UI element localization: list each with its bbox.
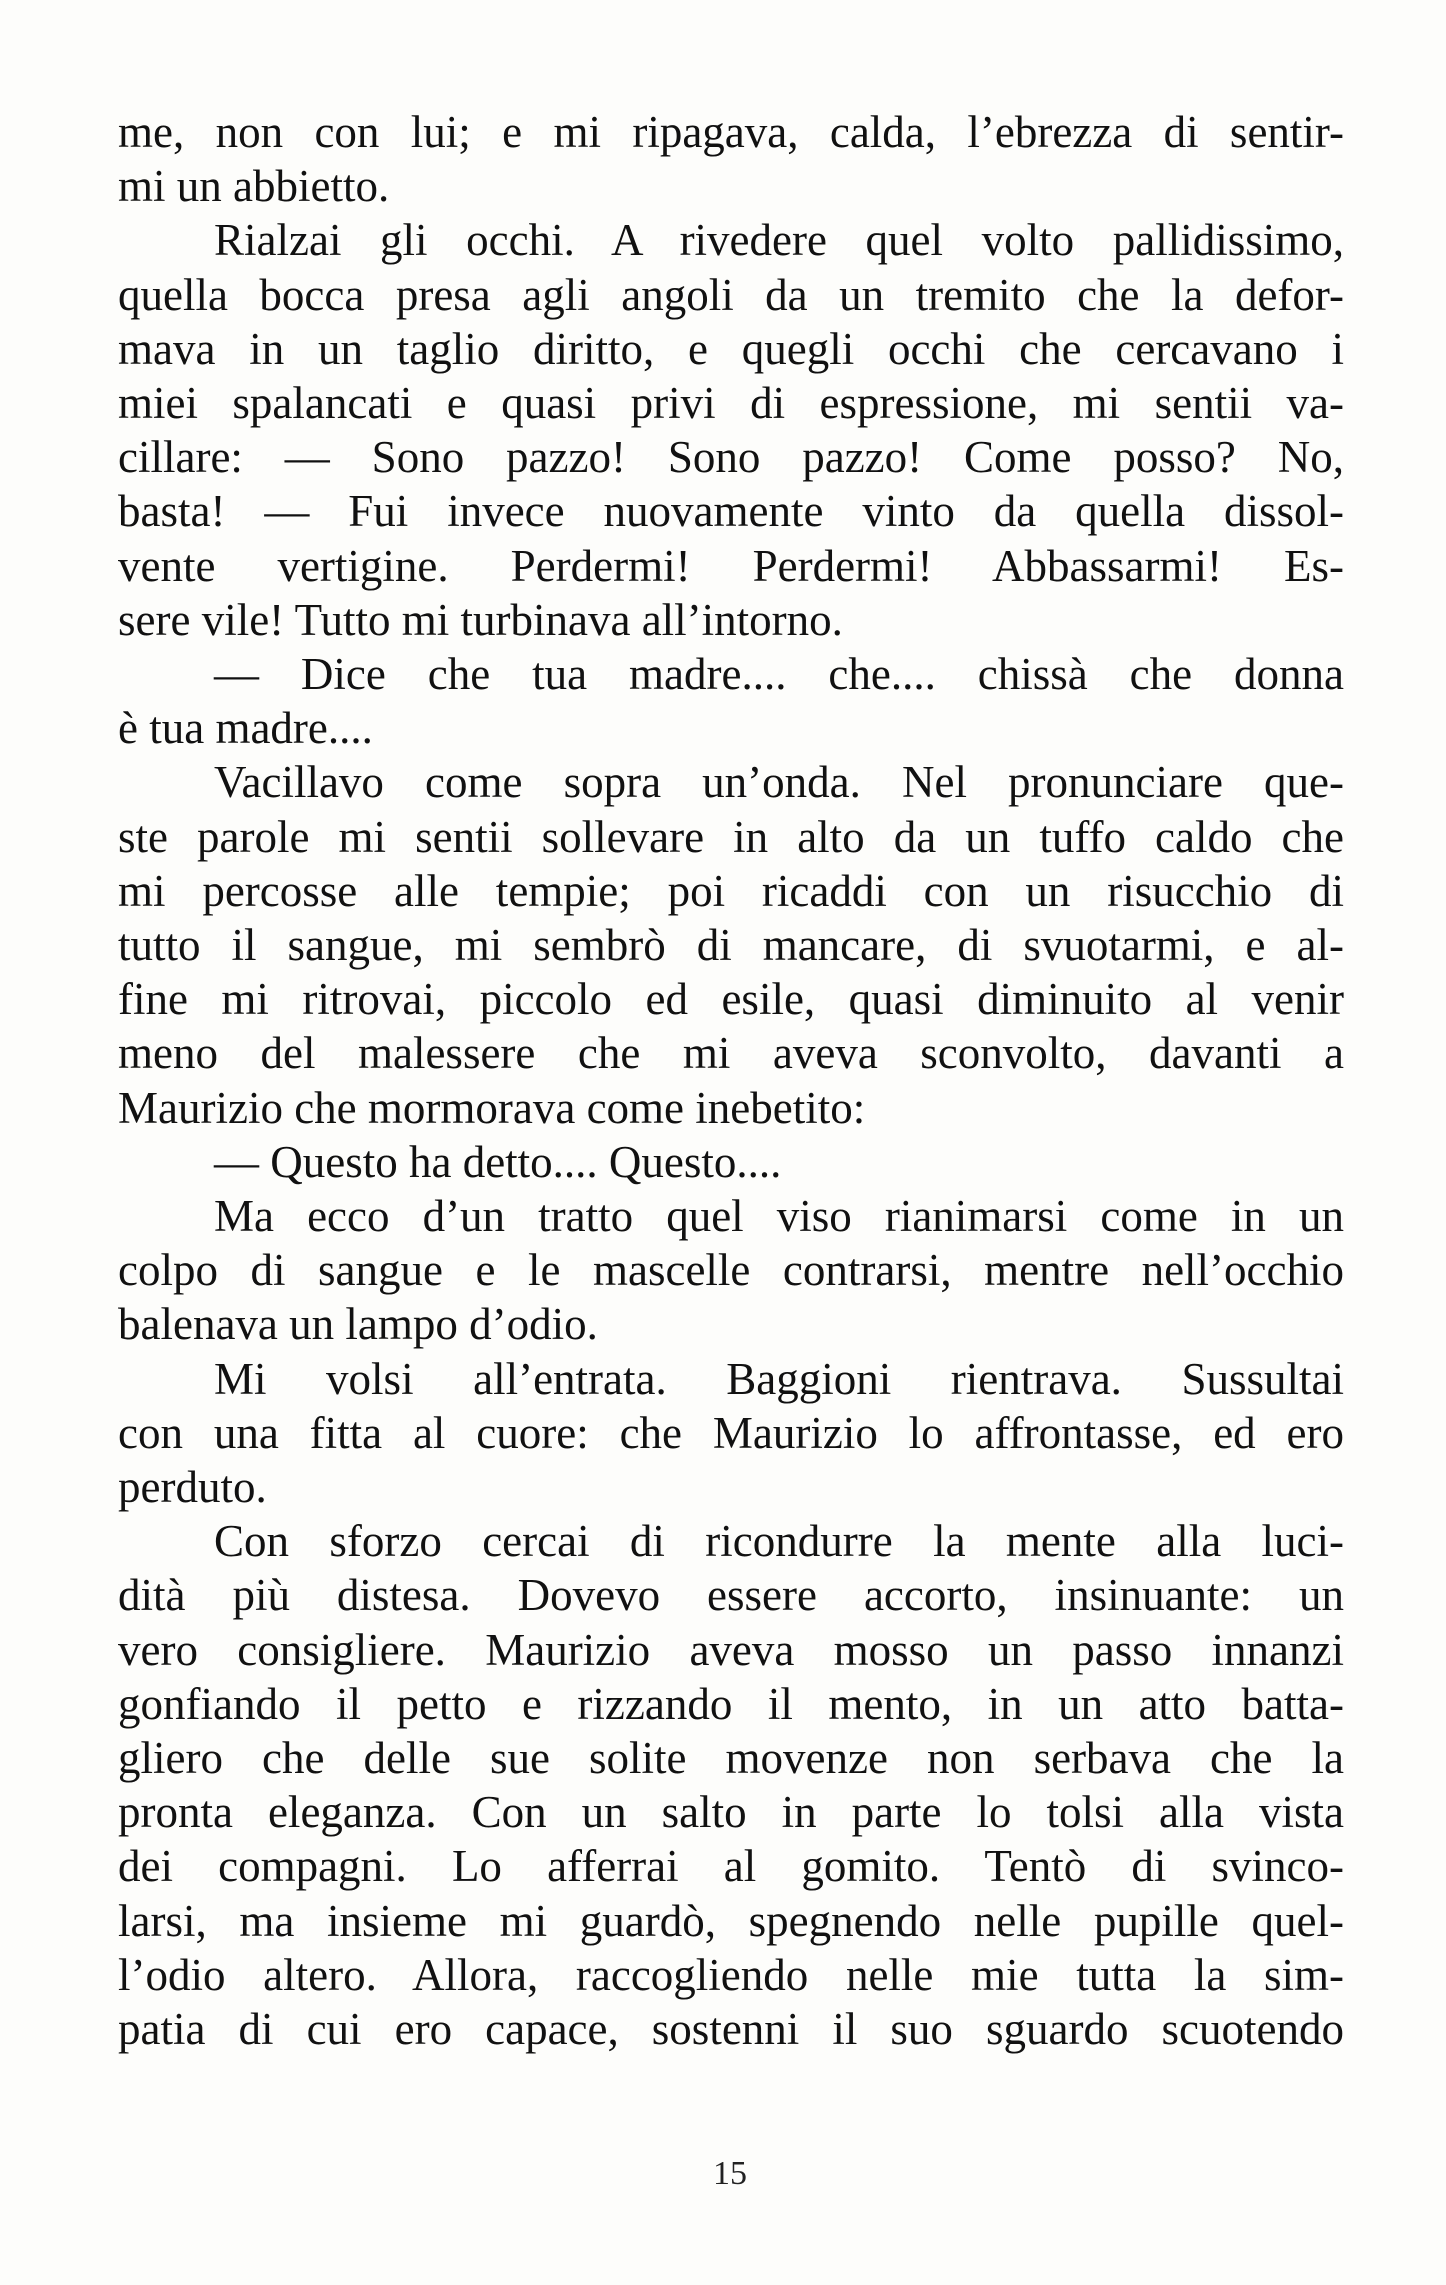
text-line: l’odio altero. Allora, raccogliendo nelle mie tutta la sim-: [118, 1950, 1344, 2000]
text-line: Vacillavo come sopra un’onda. Nel pronunciare que-: [214, 757, 1344, 807]
text-line: vente vertigine. Perdermi! Perdermi! Abbassarmi! Es-: [118, 541, 1344, 591]
text-line: — Questo ha detto.... Questo....: [214, 1137, 782, 1187]
text-line: vero consigliere. Maurizio aveva mosso un passo innanzi: [118, 1625, 1344, 1675]
text-line: mi un abbietto.: [118, 161, 390, 211]
text-line: sere vile! Tutto mi turbinava all’intorno.: [118, 595, 843, 645]
text-line: è tua madre....: [118, 703, 373, 753]
text-line: colpo di sangue e le mascelle contrarsi, mentre nell’occhio: [118, 1245, 1344, 1295]
text-line: — Dice che tua madre.... che.... chissà che donna: [214, 649, 1344, 699]
text-line: balenava un lampo d’odio.: [118, 1299, 598, 1349]
text-line: ste parole mi sentii sollevare in alto da un tuffo caldo che: [118, 812, 1344, 862]
page-number: 15: [713, 2155, 747, 2192]
text-line: fine mi ritrovai, piccolo ed esile, quasi diminuito al venir: [118, 974, 1344, 1024]
text-line: Con sforzo cercai di ricondurre la mente alla luci-: [214, 1516, 1344, 1566]
text-line: mi percosse alle tempie; poi ricaddi con un risucchio di: [118, 866, 1344, 916]
text-line: gonfiando il petto e rizzando il mento, in un atto batta-: [118, 1679, 1344, 1729]
text-line: Rialzai gli occhi. A rivedere quel volto pallidissimo,: [214, 215, 1344, 265]
text-line: gliero che delle sue solite movenze non serbava che la: [118, 1733, 1344, 1783]
text-line: dei compagni. Lo afferrai al gomito. Tentò di svinco-: [118, 1841, 1344, 1891]
text-line: larsi, ma insieme mi guardò, spegnendo nelle pupille quel-: [118, 1896, 1344, 1946]
text-line: me, non con lui; e mi ripagava, calda, l’ebrezza di sentir-: [118, 107, 1344, 157]
text-line: Maurizio che mormorava come inebetito:: [118, 1083, 866, 1133]
text-line: Ma ecco d’un tratto quel viso rianimarsi come in un: [214, 1191, 1344, 1241]
text-line: miei spalancati e quasi privi di espressione, mi sentii va-: [118, 378, 1344, 428]
text-line: meno del malessere che mi aveva sconvolto, davanti a: [118, 1028, 1344, 1078]
text-line: basta! — Fui invece nuovamente vinto da quella dissol-: [118, 486, 1344, 536]
text-line: mava in un taglio diritto, e quegli occhi che cercavano i: [118, 324, 1344, 374]
text-line: tutto il sangue, mi sembrò di mancare, di svuotarmi, e al-: [118, 920, 1344, 970]
text-line: pronta eleganza. Con un salto in parte lo tolsi alla vista: [118, 1787, 1344, 1837]
text-line: dità più distesa. Dovevo essere accorto, insinuante: un: [118, 1570, 1344, 1620]
text-line: quella bocca presa agli angoli da un tremito che la defor-: [118, 270, 1344, 320]
text-line: con una fitta al cuore: che Maurizio lo affrontasse, ed ero: [118, 1408, 1344, 1458]
text-line: cillare: — Sono pazzo! Sono pazzo! Come posso? No,: [118, 432, 1344, 482]
text-line: patia di cui ero capace, sostenni il suo sguardo scuotendo: [118, 2004, 1344, 2054]
text-line: Mi volsi all’entrata. Baggioni rientrava. Sussultai: [214, 1354, 1344, 1404]
text-line: perduto.: [118, 1462, 267, 1512]
